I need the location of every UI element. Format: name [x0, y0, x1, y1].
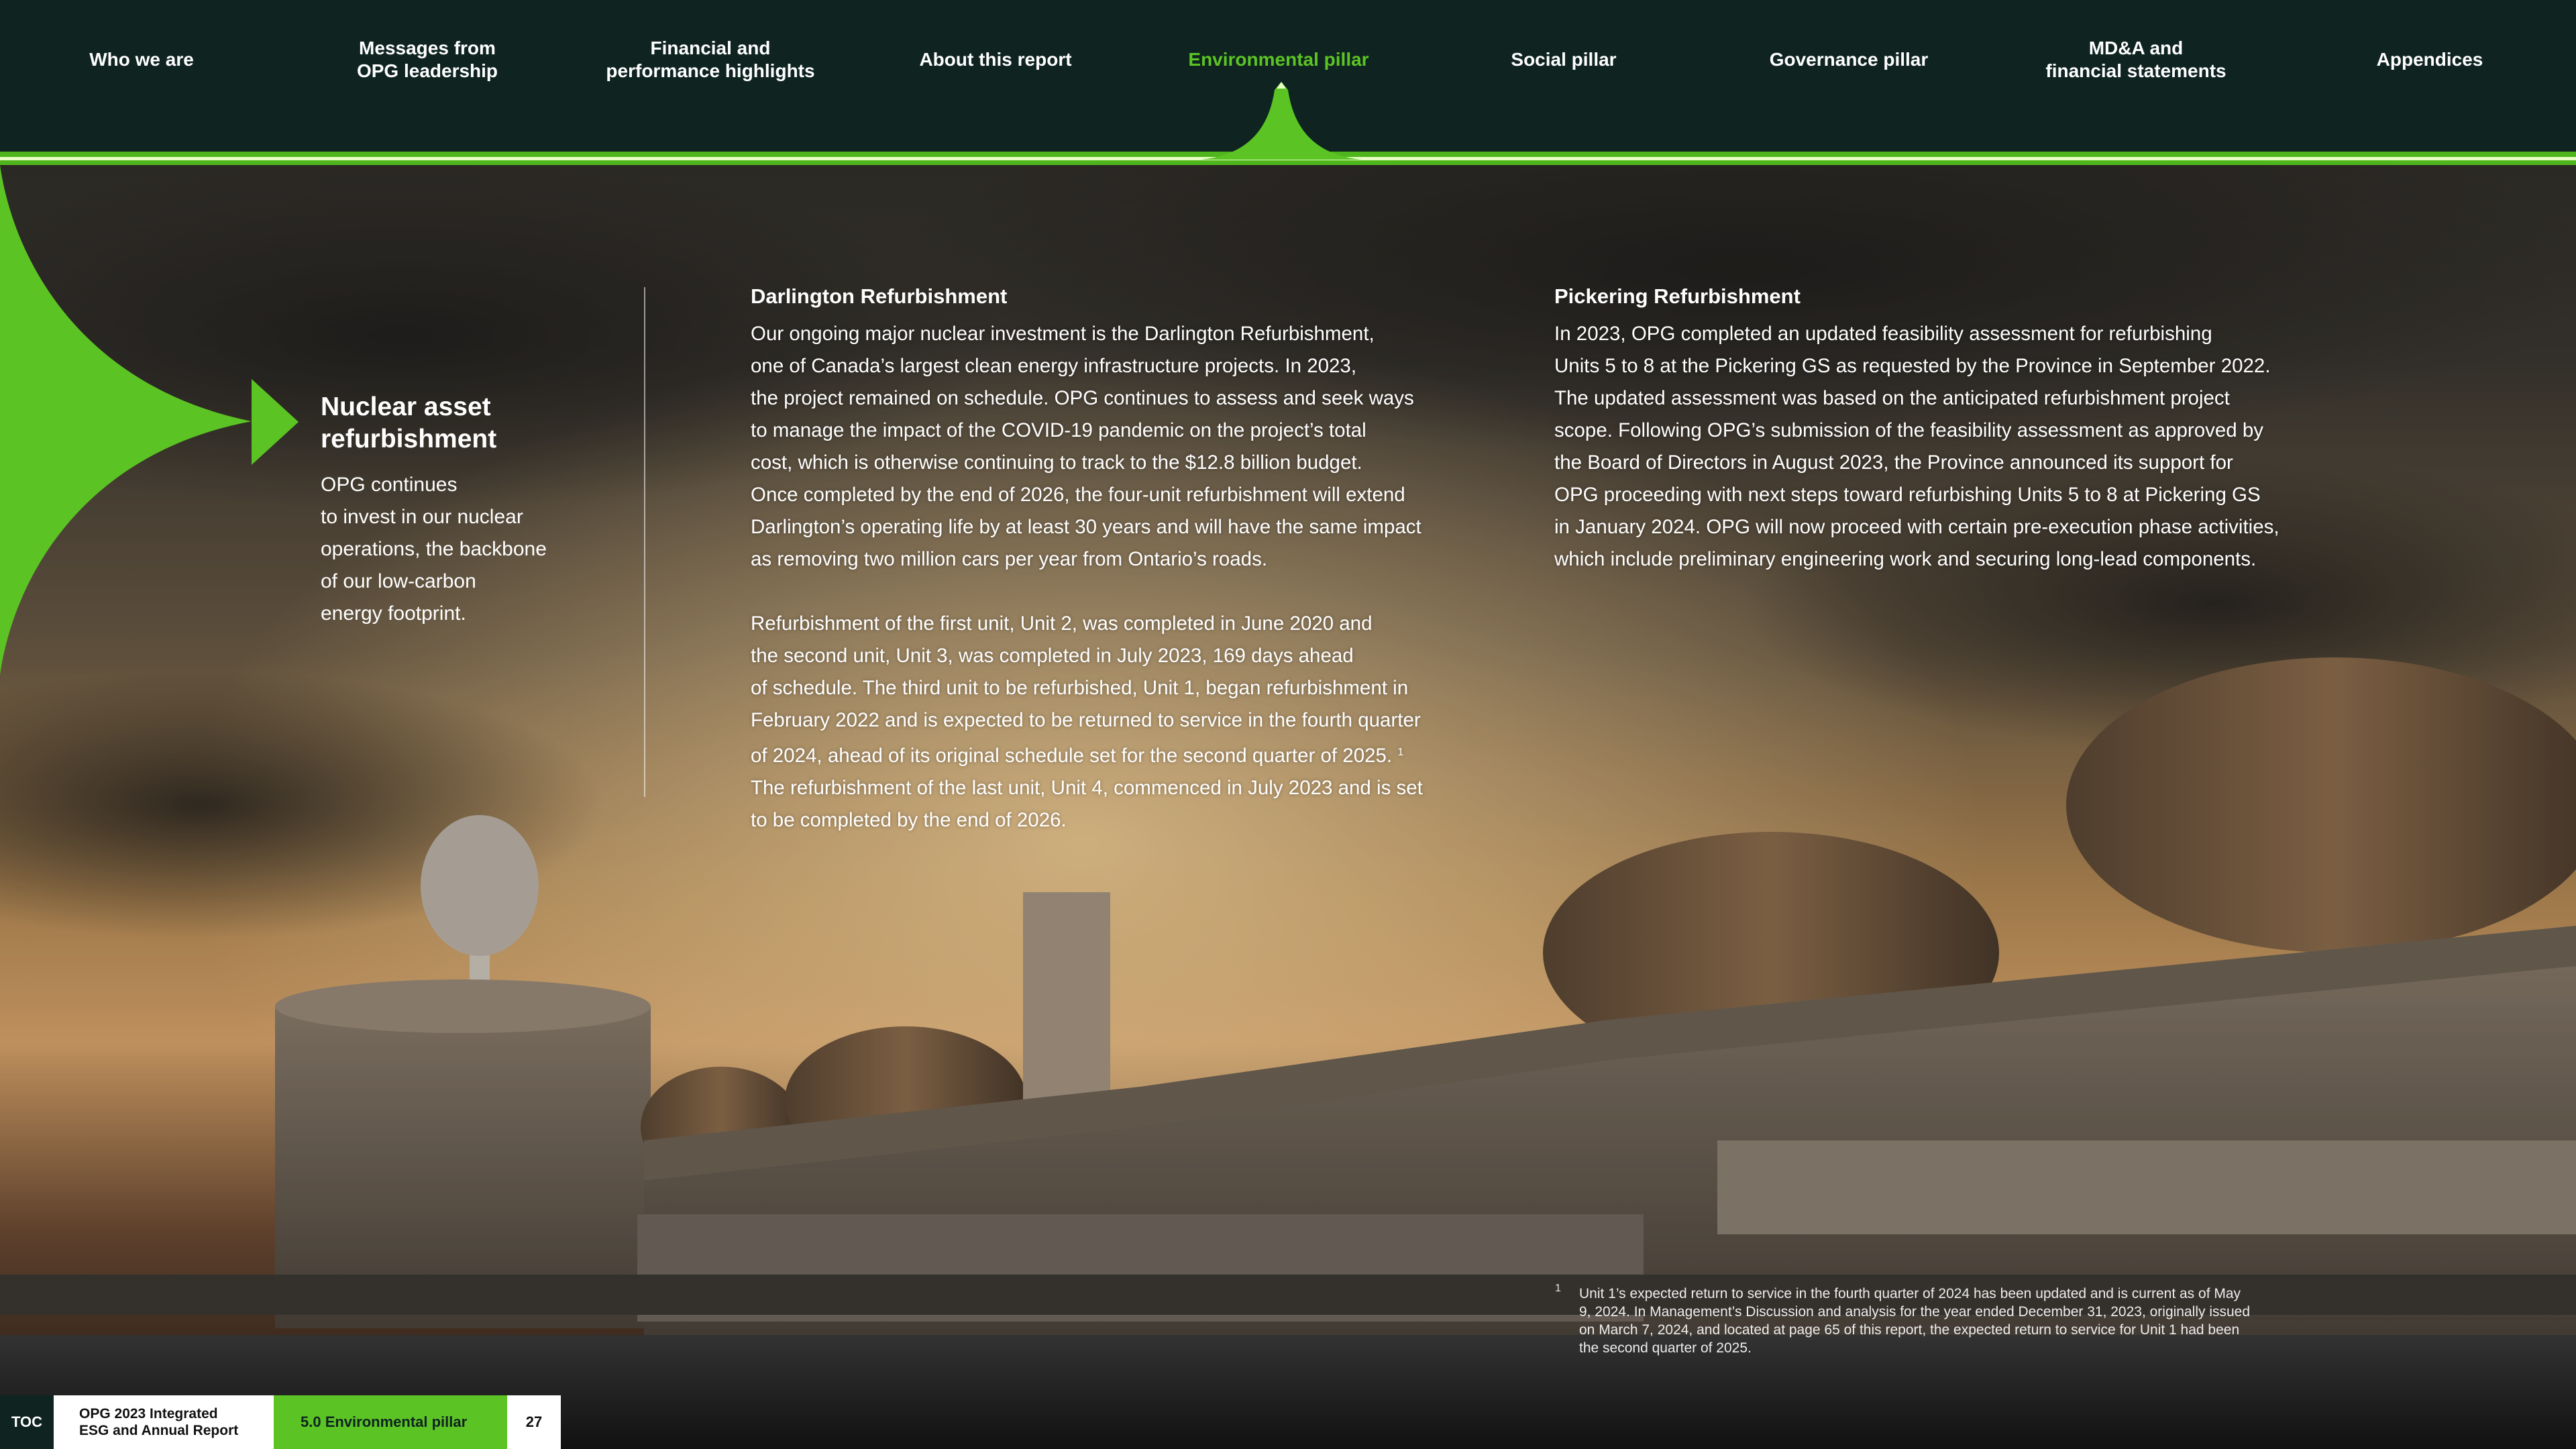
nav-item-governance[interactable]: Governance pillar: [1769, 49, 1929, 70]
nav-item-social[interactable]: Social pillar: [1511, 49, 1617, 70]
toc-button[interactable]: TOC: [0, 1395, 54, 1449]
current-section-label[interactable]: 5.0 Environmental pillar: [274, 1395, 507, 1449]
darlington-heading: Darlington Refurbishment: [751, 284, 1008, 308]
green-sweep-ornament: [0, 165, 255, 675]
nav-item-messages[interactable]: Messages from OPG leadership: [356, 38, 498, 81]
active-tab-indicator-icon: [1201, 82, 1362, 160]
report-title: OPG 2023 Integrated ESG and Annual Report: [54, 1395, 274, 1449]
page-number: 27: [507, 1395, 561, 1449]
pickering-paragraph: In 2023, OPG completed an updated feasibility assessment for refurbishing Units 5 to 8 at the Pickering GS as requested by the Province in September 2022. The updated assessment was based on the anticipated refurbishment project scope. Following OPG’s submission of the feasibility assessment as approved by the Board of Directors in August 2023, the Province announced its support for OPG proceeding with next steps toward refurbishing Units 5 to 8 at Pickering GS in January 2024. OPG will now proceed with certain pre-execution phase activities, which include preliminary engineering work and securing long-lead components.: [1554, 323, 2279, 570]
nav-item-environmental[interactable]: Environmental pillar: [1188, 49, 1369, 70]
section-arrow-icon: [252, 379, 299, 465]
nav-item-financial[interactable]: Financial and performance highlights: [606, 38, 815, 81]
nav-item-mda[interactable]: MD&A and financial statements: [2045, 38, 2226, 81]
nav-item-about-report[interactable]: About this report: [919, 49, 1072, 70]
bottom-bar: [0, 1395, 561, 1449]
nav-item-appendices[interactable]: Appendices: [2376, 49, 2483, 70]
vertical-divider: [644, 287, 645, 797]
darlington-paragraph-1: Our ongoing major nuclear investment is the Darlington Refurbishment, one of Canada’s largest clean energy infrastructure projects. In 2023, the project remained on schedule. OPG continues to assess and seek ways to manage the impact of the COVID-19 pandemic on the project’s total cost, which is otherwise continuing to track to the $12.8 billion budget. Once completed by the end of 2026, the four-unit refurbishment will extend Darlington’s operating life by at least 30 years and will have the same impact as removing two million cars per year from Ontario’s roads.: [751, 323, 1421, 570]
darlington-paragraph-2-text-a: Refurbishment of the first unit, Unit 2, was completed in June 2020 and the second unit, Unit 3, was completed in July 2023, 169 days ahead of schedule. The third unit to be refurbished, Unit 1, began refurbishment in February 2022 and is expected to be returned to service in the fourth quarter of 2024, ahead of its original schedule set for the second quarter of 2025.: [751, 612, 1421, 767]
darlington-paragraph-2: [751, 608, 1515, 837]
footnote-reference[interactable]: 1: [1397, 747, 1404, 758]
darlington-paragraph-2-text-b: The refurbishment of the last unit, Unit 4, commenced in July 2023 and is set to be completed by the end of 2026.: [751, 777, 1423, 831]
section-title: Nuclear asset refurbishment: [321, 392, 497, 453]
section-intro: OPG continues to invest in our nuclear operations, the backbone of our low-carbon energy footprint.: [321, 474, 547, 625]
nav-item-who-we-are[interactable]: Who we are: [89, 49, 194, 70]
footnote-number: 1: [1555, 1283, 1561, 1294]
footnote-text: Unit 1’s expected return to service in the fourth quarter of 2024 has been updated and is current as of May 9, 2024. In Management’s Discussion and analysis for the year ended December 31, 2023, originally issued on March 7, 2024, and located at page 65 of this report, the expected return to service for Unit 1 had been the second quarter of 2025.: [1579, 1286, 2251, 1356]
pickering-heading: Pickering Refurbishment: [1554, 284, 1801, 308]
